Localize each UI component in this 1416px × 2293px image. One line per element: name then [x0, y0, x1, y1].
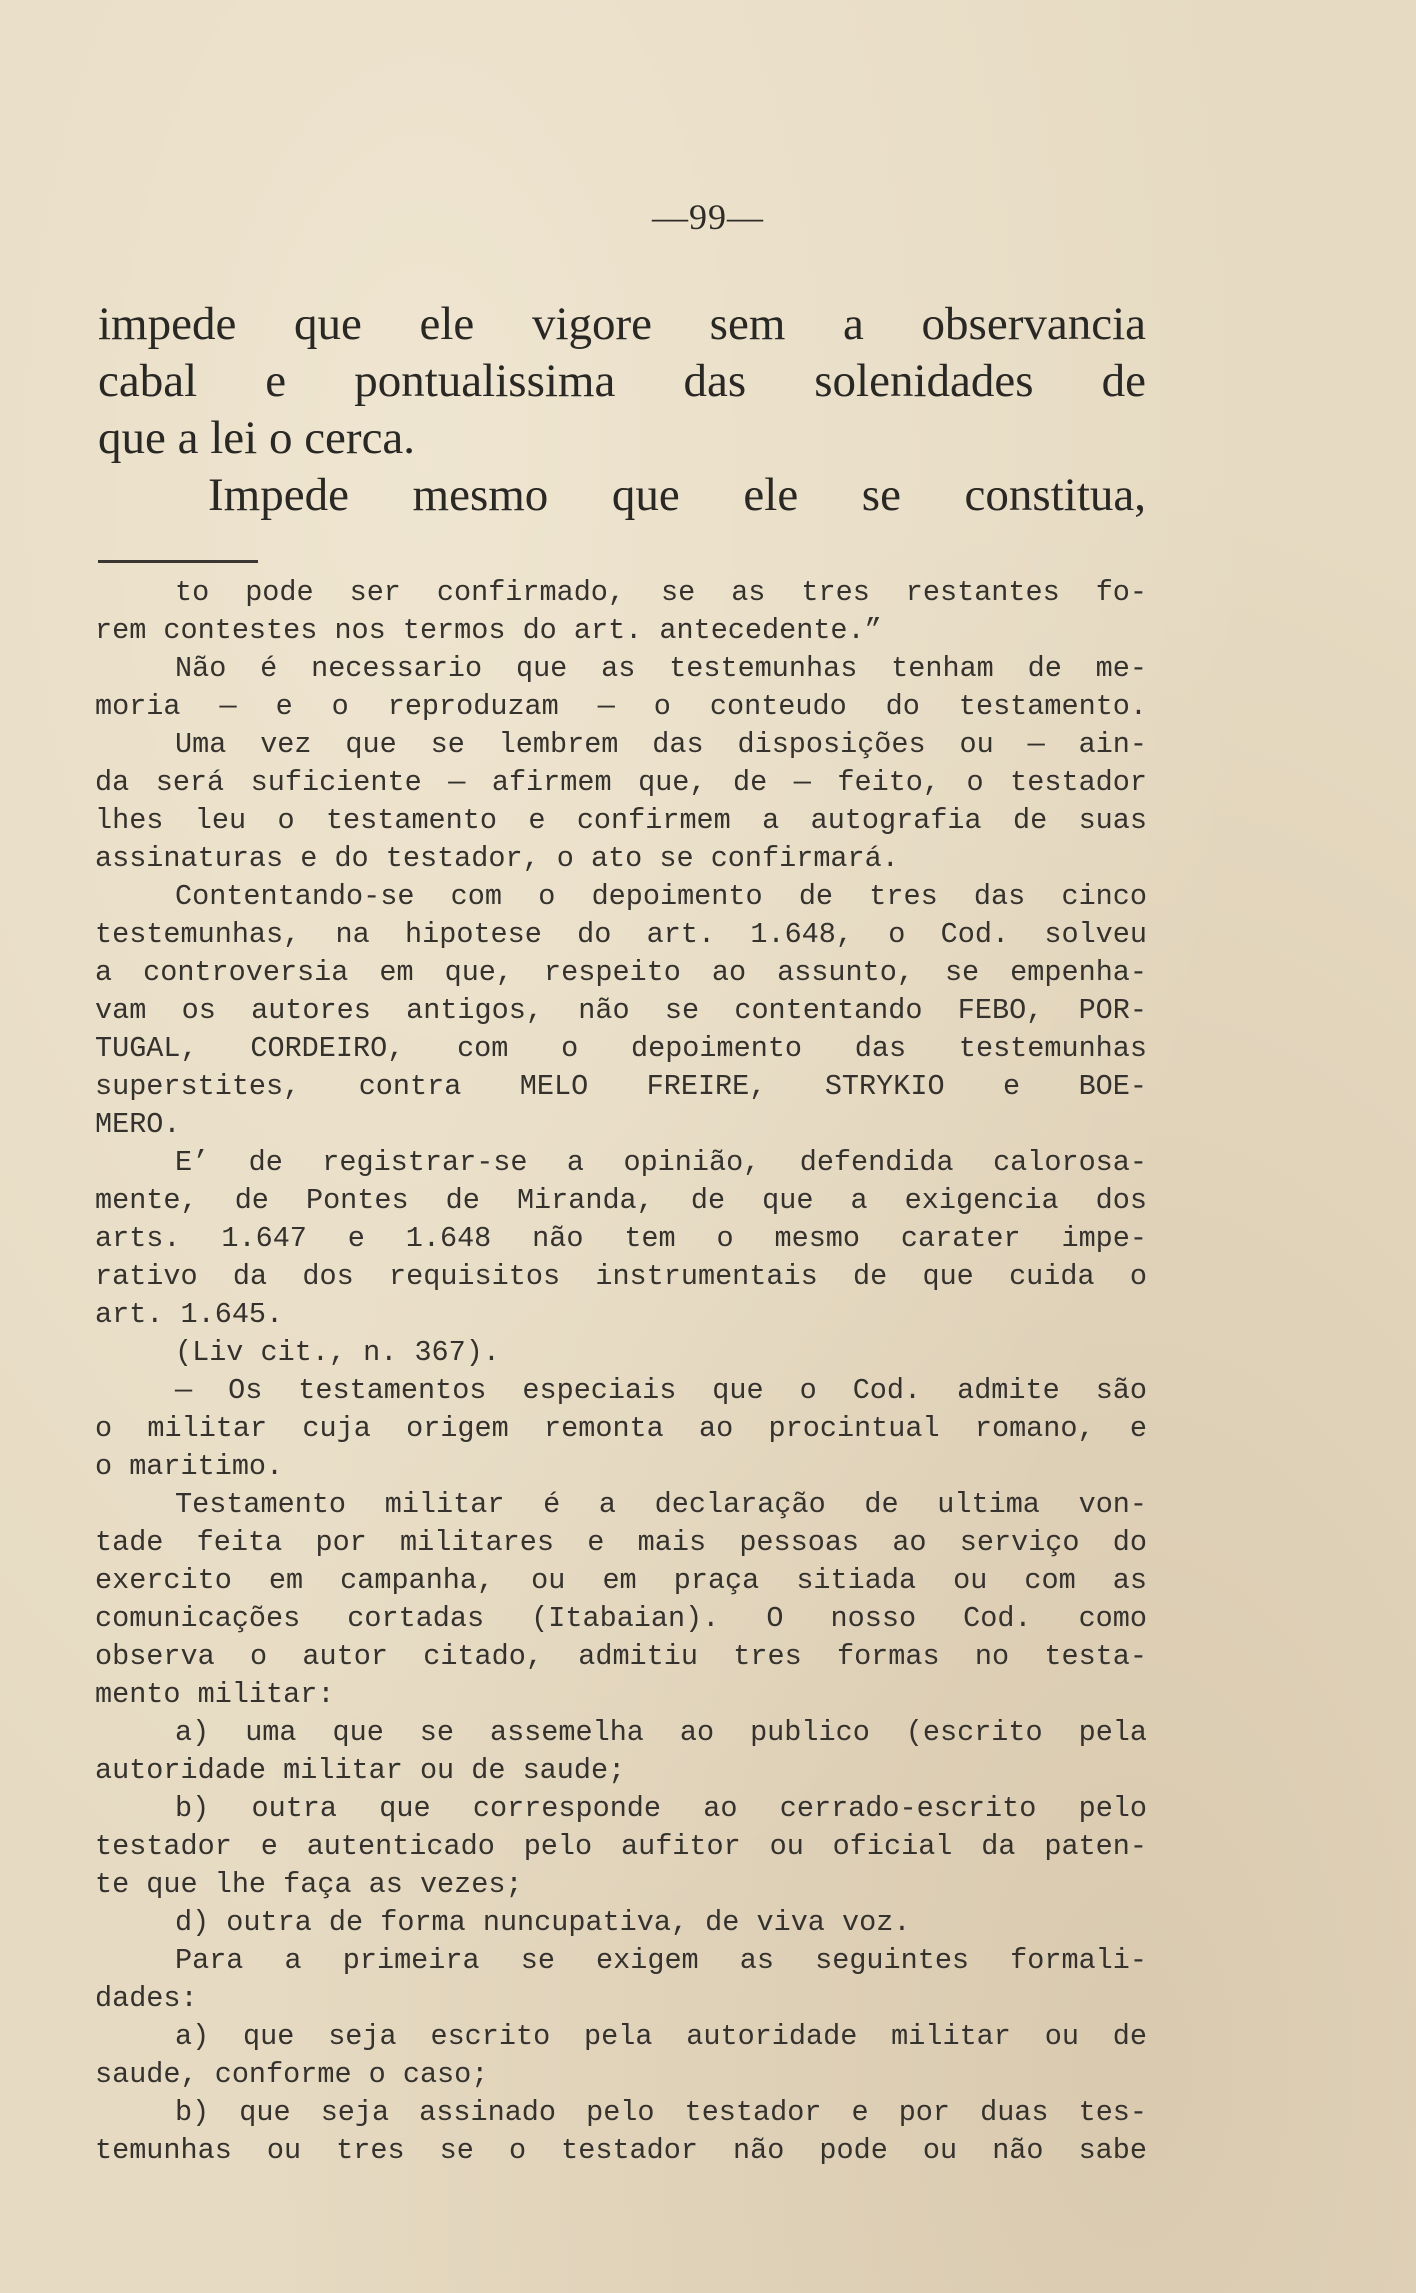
footnote-line: tade feita por militares e mais pessoas ao serviço do	[95, 1526, 1147, 1559]
footnote-line: o maritimo.	[95, 1450, 284, 1483]
footnote-line: observa o autor citado, admitiu tres formas no testa-	[95, 1640, 1147, 1673]
footnote-line: exercito em campanha, ou em praça sitiada ou com as	[95, 1564, 1147, 1597]
footnote-line: rem contestes nos termos do art. antecedente.”	[95, 614, 882, 647]
footnote-line: b) outra que corresponde ao cerrado-escrito pelo	[175, 1792, 1147, 1825]
footnote-line: Para a primeira se exigem as seguintes formali-	[175, 1944, 1147, 1977]
footnote-line: assinaturas e do testador, o ato se confirmará.	[95, 842, 899, 875]
footnote-line: Não é necessario que as testemunhas tenham de me-	[175, 652, 1147, 685]
footnote-line: E’ de registrar-se a opinião, defendida calorosa-	[175, 1146, 1147, 1179]
footnote-line: d) outra de forma nuncupativa, de viva voz.	[175, 1906, 911, 1939]
footnote-line: b) que seja assinado pelo testador e por duas tes-	[175, 2096, 1147, 2129]
footnote-line: temunhas ou tres se o testador não pode ou não sabe	[95, 2134, 1147, 2167]
footnote-line: o militar cuja origem remonta ao procintual romano, e	[95, 1412, 1147, 1445]
footnote-line: Testamento militar é a declaração de ultima von-	[175, 1488, 1147, 1521]
footnote-line: dades:	[95, 1982, 198, 2015]
footnote-line: testador e autenticado pelo aufitor ou oficial da paten-	[95, 1830, 1147, 1863]
footnote-line: vam os autores antigos, não se contentando FEBO, POR-	[95, 994, 1147, 1027]
footnote-line: comunicações cortadas (Itabaian). O nosso Cod. como	[95, 1602, 1147, 1635]
footnote-line: art. 1.645.	[95, 1298, 284, 1331]
footnote-line: Uma vez que se lembrem das disposições ou — ain-	[175, 728, 1147, 761]
main-text-line: impede que ele vigore sem a observancia	[98, 298, 1146, 350]
footnote-line: rativo da dos requisitos instrumentais de que cuida o	[95, 1260, 1147, 1293]
footnote-line: to pode ser confirmado, se as tres restantes fo-	[175, 576, 1147, 609]
page-number: —99—	[652, 197, 764, 237]
footnote-line: te que lhe faça as vezes;	[95, 1868, 523, 1901]
footnote-line: da será suficiente — afirmem que, de — feito, o testador	[95, 766, 1147, 799]
footnote-line: mente, de Pontes de Miranda, de que a exigencia dos	[95, 1184, 1147, 1217]
main-text-block	[98, 296, 1146, 524]
main-text-line: cabal e pontualissima das solenidades de	[98, 355, 1146, 407]
footnote-line: (Liv cit., n. 367).	[175, 1336, 500, 1369]
main-text-line: Impede mesmo que ele se constitua,	[208, 469, 1146, 521]
footnote-line: autoridade militar ou de saude;	[95, 1754, 626, 1787]
main-text-line: que a lei o cerca.	[98, 412, 416, 464]
footnote-line: Contentando-se com o depoimento de tres das cinco	[175, 880, 1147, 913]
footnote-line: saude, conforme o caso;	[95, 2058, 489, 2091]
footnote-line: — Os testamentos especiais que o Cod. admite são	[175, 1374, 1147, 1407]
footnote-line: arts. 1.647 e 1.648 não tem o mesmo carater impe-	[95, 1222, 1147, 1255]
footnote-line: testemunhas, na hipotese do art. 1.648, o Cod. solveu	[95, 918, 1147, 951]
footnote-line: a) uma que se assemelha ao publico (escrito pela	[175, 1716, 1147, 1749]
footnote-separator	[98, 560, 258, 563]
footnote-line: mento militar:	[95, 1678, 335, 1711]
footnote-line: a controversia em que, respeito ao assunto, se empenha-	[95, 956, 1147, 989]
footnote-line: superstites, contra MELO FREIRE, STRYKIO e BOE-	[95, 1070, 1147, 1103]
footnote-line: a) que seja escrito pela autoridade militar ou de	[175, 2020, 1147, 2053]
footnote-line: lhes leu o testamento e confirmem a autografia de suas	[95, 804, 1147, 837]
footnote-line: TUGAL, CORDEIRO, com o depoimento das testemunhas	[95, 1032, 1147, 1065]
footnote-line: moria — e o reproduzam — o conteudo do testamento.	[95, 690, 1147, 723]
footnote-line: MERO.	[95, 1108, 181, 1141]
footnote-text-block	[95, 574, 1147, 2170]
